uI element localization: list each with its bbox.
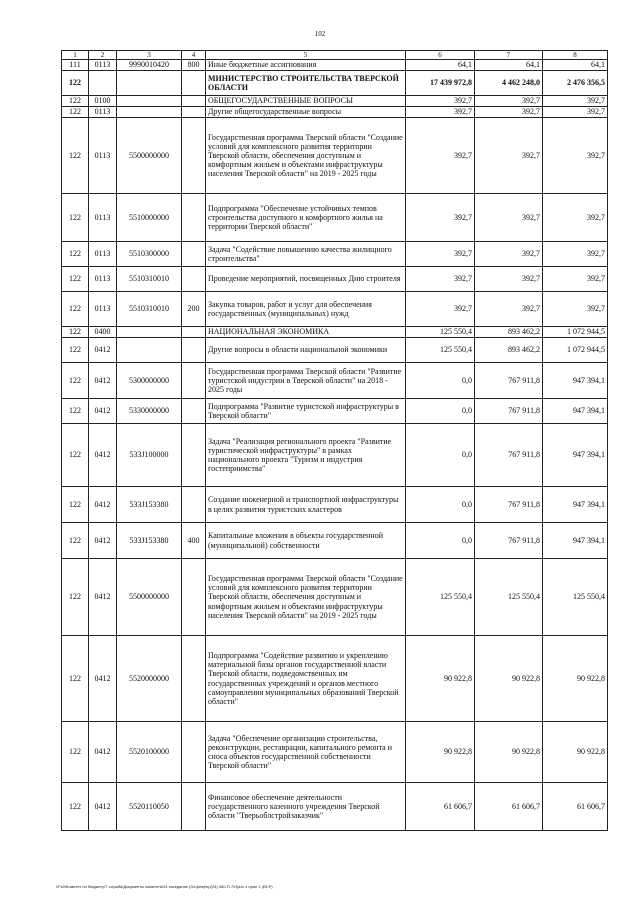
item-name-cell: Закупка товаров, работ и услуг для обеспечения государственных (муниципальных) нужд <box>206 292 406 327</box>
budget-table <box>61 50 608 831</box>
chapter-code-cell: 122 <box>62 783 89 831</box>
chapter-code-cell: 122 <box>62 96 89 107</box>
chapter-code-cell: 122 <box>62 722 89 783</box>
expense-type-cell <box>182 107 206 118</box>
amount-year2-cell: 767 911,8 <box>475 399 543 424</box>
column-number: 3 <box>117 51 182 60</box>
section-code-cell: 0412 <box>89 722 117 783</box>
section-code-cell: 0412 <box>89 363 117 399</box>
section-code-cell: 0113 <box>89 292 117 327</box>
target-article-cell <box>117 327 182 338</box>
table-row <box>62 783 608 831</box>
amount-year3-cell: 61 606,7 <box>543 783 608 831</box>
table-row <box>62 722 608 783</box>
table-row <box>62 292 608 327</box>
item-name-cell: Государственная программа Тверской области "Развитие туристской индустрии в Тверской области" на 2018 - 2025 годы <box>206 363 406 399</box>
column-number: 4 <box>182 51 206 60</box>
expense-type-cell <box>182 267 206 292</box>
amount-year3-cell: 64,1 <box>543 60 608 71</box>
item-name-cell: Подпрограмма "Содействие развитию и укреплению материальной базы органов государственной власти Тверской области, подведомственных им государственных учреждений и органов местного самоуправления муниципальных образований Тверской области" <box>206 636 406 722</box>
amount-year3-cell: 947 394,1 <box>543 424 608 487</box>
section-code-cell: 0412 <box>89 636 117 722</box>
amount-year1-cell: 392,7 <box>406 107 475 118</box>
expense-type-cell <box>182 399 206 424</box>
item-name-cell: Подпрограмма "Развитие туристской инфраструктуры в Тверской области" <box>206 399 406 424</box>
table-row <box>62 71 608 96</box>
page-number: 102 <box>314 30 326 38</box>
section-code-cell: 0412 <box>89 523 117 559</box>
target-article-cell: 533J153380 <box>117 487 182 523</box>
item-name-cell: НАЦИОНАЛЬНАЯ ЭКОНОМИКА <box>206 327 406 338</box>
section-code-cell: 0113 <box>89 118 117 194</box>
target-article-cell: 533J100000 <box>117 424 182 487</box>
amount-year1-cell: 392,7 <box>406 242 475 267</box>
chapter-code-cell: 122 <box>62 487 89 523</box>
expense-type-cell <box>182 636 206 722</box>
target-article-cell: 5520100000 <box>117 722 182 783</box>
chapter-code-cell: 122 <box>62 267 89 292</box>
table-row <box>62 363 608 399</box>
amount-year2-cell: 64,1 <box>475 60 543 71</box>
column-number-header-row <box>62 51 608 60</box>
table-row <box>62 338 608 363</box>
chapter-code-cell: 122 <box>62 71 89 96</box>
expense-type-cell: 800 <box>182 60 206 71</box>
amount-year3-cell: 125 550,4 <box>543 559 608 636</box>
expense-type-cell <box>182 96 206 107</box>
amount-year3-cell: 947 394,1 <box>543 363 608 399</box>
item-name-cell: Государственная программа Тверской области "Создание условий для комплексного развития территории Тверской области, обеспечения доступным и комфортным жильем и объектами инфраструктуры населения Тверской области" на 2019 - 2025 годы <box>206 118 406 194</box>
expense-type-cell <box>182 327 206 338</box>
expense-type-cell <box>182 487 206 523</box>
expense-type-cell <box>182 424 206 487</box>
table-row <box>62 242 608 267</box>
amount-year1-cell: 125 550,4 <box>406 327 475 338</box>
amount-year1-cell: 0,0 <box>406 523 475 559</box>
amount-year2-cell: 767 911,8 <box>475 363 543 399</box>
table-row <box>62 523 608 559</box>
amount-year2-cell: 90 922,8 <box>475 722 543 783</box>
amount-year1-cell: 0,0 <box>406 487 475 523</box>
table-row <box>62 118 608 194</box>
amount-year1-cell: 392,7 <box>406 96 475 107</box>
amount-year1-cell: 17 439 972,8 <box>406 71 475 96</box>
section-code-cell: 0412 <box>89 783 117 831</box>
chapter-code-cell: 122 <box>62 636 89 722</box>
target-article-cell: 5510300000 <box>117 242 182 267</box>
target-article-cell: 5300000000 <box>117 363 182 399</box>
target-article-cell: 5520110050 <box>117 783 182 831</box>
amount-year2-cell: 767 911,8 <box>475 424 543 487</box>
section-code-cell: 0412 <box>89 487 117 523</box>
target-article-cell <box>117 96 182 107</box>
amount-year1-cell: 90 922,8 <box>406 722 475 783</box>
section-code-cell: 0113 <box>89 267 117 292</box>
section-code-cell: 0412 <box>89 338 117 363</box>
chapter-code-cell: 122 <box>62 194 89 242</box>
chapter-code-cell: 122 <box>62 338 89 363</box>
column-number: 1 <box>62 51 89 60</box>
amount-year2-cell: 125 550,4 <box>475 559 543 636</box>
column-number: 2 <box>89 51 117 60</box>
amount-year2-cell: 392,7 <box>475 194 543 242</box>
amount-year3-cell: 1 072 944,5 <box>543 338 608 363</box>
amount-year3-cell: 947 394,1 <box>543 399 608 424</box>
amount-year3-cell: 392,7 <box>543 242 608 267</box>
expense-type-cell <box>182 242 206 267</box>
amount-year3-cell: 392,7 <box>543 267 608 292</box>
amount-year1-cell: 0,0 <box>406 424 475 487</box>
chapter-code-cell: 122 <box>62 107 89 118</box>
amount-year1-cell: 125 550,4 <box>406 338 475 363</box>
table-row <box>62 107 608 118</box>
chapter-code-cell: 122 <box>62 292 89 327</box>
section-code-cell: 0113 <box>89 60 117 71</box>
section-code-cell: 0400 <box>89 327 117 338</box>
column-number: 8 <box>543 51 608 60</box>
amount-year3-cell: 392,7 <box>543 107 608 118</box>
expense-type-cell: 400 <box>182 523 206 559</box>
table-row <box>62 194 608 242</box>
section-code-cell: 0412 <box>89 399 117 424</box>
amount-year1-cell: 125 550,4 <box>406 559 475 636</box>
amount-year1-cell: 64,1 <box>406 60 475 71</box>
amount-year1-cell: 0,0 <box>406 363 475 399</box>
item-name-cell: Создание инженерной и транспортной инфраструктуры в целях развития туристских кластеров <box>206 487 406 523</box>
amount-year3-cell: 947 394,1 <box>543 487 608 523</box>
item-name-cell: ОБЩЕГОСУДАРСТВЕННЫЕ ВОПРОСЫ <box>206 96 406 107</box>
amount-year2-cell: 767 911,8 <box>475 523 543 559</box>
amount-year2-cell: 392,7 <box>475 96 543 107</box>
amount-year1-cell: 61 606,7 <box>406 783 475 831</box>
amount-year1-cell: 392,7 <box>406 267 475 292</box>
amount-year3-cell: 392,7 <box>543 194 608 242</box>
table-row <box>62 96 608 107</box>
amount-year2-cell: 893 462,2 <box>475 327 543 338</box>
amount-year2-cell: 392,7 <box>475 267 543 292</box>
section-code-cell: 0412 <box>89 559 117 636</box>
amount-year2-cell: 893 462,2 <box>475 338 543 363</box>
item-name-cell: Капитальные вложения в объекты государственной (муниципальной) собственности <box>206 523 406 559</box>
expense-type-cell <box>182 783 206 831</box>
amount-year3-cell: 947 394,1 <box>543 523 608 559</box>
target-article-cell: 9990010420 <box>117 60 182 71</box>
chapter-code-cell: 122 <box>62 242 89 267</box>
section-code-cell: 0113 <box>89 107 117 118</box>
target-article-cell: 5510310010 <box>117 267 182 292</box>
item-name-cell: Задача "Обеспечение организации строительства, реконструкции, реставрации, капитального ремонта и сноса объектов государственной собственности Тверской области" <box>206 722 406 783</box>
chapter-code-cell: 122 <box>62 118 89 194</box>
chapter-code-cell: 111 <box>62 60 89 71</box>
amount-year2-cell: 4 462 248,0 <box>475 71 543 96</box>
target-article-cell: 5330000000 <box>117 399 182 424</box>
amount-year2-cell: 392,7 <box>475 292 543 327</box>
amount-year3-cell: 392,7 <box>543 96 608 107</box>
target-article-cell: 5500000000 <box>117 118 182 194</box>
chapter-code-cell: 122 <box>62 424 89 487</box>
expense-type-cell: 200 <box>182 292 206 327</box>
item-name-cell: Другие вопросы в области национальной экономики <box>206 338 406 363</box>
item-name-cell: Другие общегосударственные вопросы <box>206 107 406 118</box>
item-name-cell: Проведение мероприятий, посвященных Дню строителя <box>206 267 406 292</box>
amount-year3-cell: 1 072 944,5 <box>543 327 608 338</box>
item-name-cell: Задача "Содействие повышению качества жилищного строительства" <box>206 242 406 267</box>
amount-year1-cell: 392,7 <box>406 118 475 194</box>
table-row <box>62 399 608 424</box>
target-article-cell: 533J153380 <box>117 523 182 559</box>
section-code-cell: 0100 <box>89 96 117 107</box>
table-row <box>62 636 608 722</box>
section-code-cell <box>89 71 117 96</box>
column-number: 5 <box>206 51 406 60</box>
expense-type-cell <box>182 118 206 194</box>
amount-year2-cell: 392,7 <box>475 242 543 267</box>
section-code-cell: 0113 <box>89 194 117 242</box>
amount-year3-cell: 90 922,8 <box>543 636 608 722</box>
amount-year2-cell: 61 606,7 <box>475 783 543 831</box>
amount-year2-cell: 767 911,8 <box>475 487 543 523</box>
expense-type-cell <box>182 363 206 399</box>
item-name-cell: МИНИСТЕРСТВО СТРОИТЕЛЬСТВА ТВЕРСКОЙ ОБЛАСТИ <box>206 71 406 96</box>
item-name-cell: Иные бюджетные ассигнования <box>206 60 406 71</box>
expense-type-cell <box>182 722 206 783</box>
amount-year3-cell: 90 922,8 <box>543 722 608 783</box>
amount-year1-cell: 392,7 <box>406 194 475 242</box>
amount-year2-cell: 392,7 <box>475 118 543 194</box>
amount-year3-cell: 2 476 356,5 <box>543 71 608 96</box>
chapter-code-cell: 122 <box>62 523 89 559</box>
amount-year3-cell: 392,7 <box>543 118 608 194</box>
chapter-code-cell: 122 <box>62 327 89 338</box>
section-code-cell: 0412 <box>89 424 117 487</box>
table-row <box>62 60 608 71</box>
target-article-cell <box>117 107 182 118</box>
column-number: 7 <box>475 51 543 60</box>
item-name-cell: Задача "Реализация регионального проекта "Развитие туристической инфраструктуры" в рамках национального проекта "Туризм и индустрия гостеприимства" <box>206 424 406 487</box>
chapter-code-cell: 122 <box>62 363 89 399</box>
target-article-cell <box>117 338 182 363</box>
table-row <box>62 267 608 292</box>
column-number: 6 <box>406 51 475 60</box>
chapter-code-cell: 122 <box>62 559 89 636</box>
amount-year1-cell: 0,0 <box>406 399 475 424</box>
chapter-code-cell: 122 <box>62 399 89 424</box>
table-row <box>62 487 608 523</box>
item-name-cell: Подпрограмма "Обеспечение устойчивых темпов строительства доступного и комфортного жилья на территории Тверской области" <box>206 194 406 242</box>
target-article-cell <box>117 71 182 96</box>
section-code-cell: 0113 <box>89 242 117 267</box>
expense-type-cell <box>182 559 206 636</box>
amount-year1-cell: 392,7 <box>406 292 475 327</box>
expense-type-cell <box>182 338 206 363</box>
table-row <box>62 559 608 636</box>
target-article-cell: 5520000000 <box>117 636 182 722</box>
expense-type-cell <box>182 71 206 96</box>
table-row <box>62 424 608 487</box>
target-article-cell: 5510000000 <box>117 194 182 242</box>
amount-year3-cell: 392,7 <box>543 292 608 327</box>
amount-year1-cell: 90 922,8 <box>406 636 475 722</box>
file-path-footer: \\Fs0\Комитет по бюджету\Т служба\Документы комитета\24 заседание (04.фев)\пр(24) 460-П-7\Прил 4 прил 1 (ВСР) <box>56 884 273 889</box>
table-row <box>62 327 608 338</box>
target-article-cell: 5500000000 <box>117 559 182 636</box>
item-name-cell: Государственная программа Тверской области "Создание условий для комплексного развития территории Тверской области, обеспечения доступным и комфортным жильем и объектами инфраструктуры населения Тверской области" на 2019 - 2025 годы <box>206 559 406 636</box>
item-name-cell: Финансовое обеспечение деятельности государственного казенного учреждения Тверской области "Тверьоблстройзаказчик" <box>206 783 406 831</box>
target-article-cell: 5510310010 <box>117 292 182 327</box>
expense-type-cell <box>182 194 206 242</box>
amount-year2-cell: 90 922,8 <box>475 636 543 722</box>
amount-year2-cell: 392,7 <box>475 107 543 118</box>
